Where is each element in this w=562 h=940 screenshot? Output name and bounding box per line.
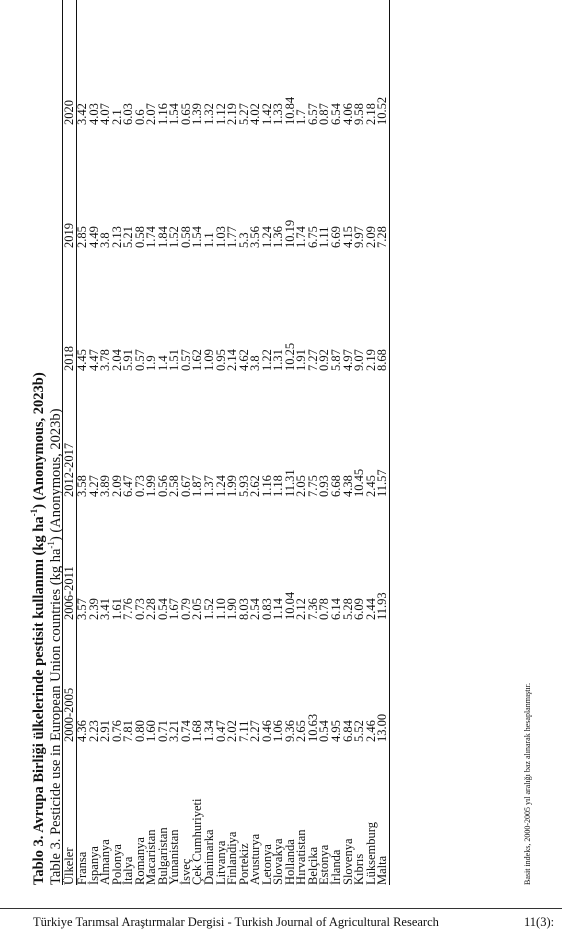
country-name-cell: Yunanistan [167, 829, 182, 885]
table-row [366, 0, 378, 885]
country-name-cell: Portekiz [236, 843, 251, 885]
value-cell: 3.8 [98, 232, 113, 248]
country-name-cell: Almanya [98, 839, 113, 885]
value-cell: 5.52 [352, 720, 367, 742]
table-row [250, 0, 262, 885]
country-name-cell: Hırvatistan [294, 829, 309, 885]
value-cell: 6.14 [329, 598, 344, 620]
value-cell: 2.13 [109, 226, 124, 248]
value-cell: 1.54 [190, 226, 205, 248]
value-cell: 4.45 [75, 349, 89, 371]
value-cell: 0.87 [317, 103, 332, 125]
header-country: Ülkeler [61, 847, 76, 885]
header-period: 2012-2017 [61, 442, 76, 497]
value-cell: 2.18 [363, 103, 378, 125]
value-cell: 0.54 [317, 720, 332, 742]
value-cell: 1.67 [167, 598, 182, 620]
table-row [100, 0, 112, 885]
table-row [319, 0, 331, 885]
country-name-cell: Çek Cumhuriyeti [190, 798, 205, 885]
value-cell: 1.16 [155, 103, 170, 125]
table-row [216, 0, 228, 885]
country-name-cell: Malta [375, 855, 390, 885]
value-cell: 0.46 [259, 720, 274, 742]
value-cell: 10.45 [352, 468, 367, 497]
value-cell: 1.54 [167, 103, 182, 125]
value-cell: 1.99 [144, 475, 159, 497]
value-cell: 1.24 [259, 226, 274, 248]
country-name-cell: Letonya [259, 844, 274, 885]
value-cell: 1.36 [271, 226, 286, 248]
value-cell: 1.84 [155, 226, 170, 248]
country-name-cell: İtalya [121, 856, 136, 885]
value-cell: 6.03 [121, 103, 136, 125]
value-cell: 2.19 [363, 349, 378, 371]
value-cell: 2.91 [98, 720, 113, 742]
header-period: 2020 [61, 100, 76, 125]
value-cell: 2.19 [225, 103, 240, 125]
value-cell: 2.07 [144, 103, 159, 125]
value-cell: 2.12 [294, 598, 309, 620]
value-cell: 0.54 [155, 598, 170, 620]
value-cell: 1.60 [144, 720, 159, 742]
value-cell: 1.51 [167, 349, 182, 371]
value-cell: 2.44 [363, 598, 378, 620]
header-period: 2019 [61, 223, 76, 248]
value-cell: 2.05 [190, 598, 205, 620]
value-cell: 9.36 [282, 720, 297, 742]
volume-number: 11(3): [524, 915, 555, 929]
value-cell: 2.02 [225, 720, 240, 742]
value-cell: 1.09 [202, 349, 217, 371]
value-cell: 2.09 [109, 475, 124, 497]
value-cell: 6.68 [329, 475, 344, 497]
table-row [308, 0, 320, 885]
value-cell: 1.4 [155, 355, 170, 371]
country-name-cell: İspanya [86, 846, 101, 885]
value-cell: 0.57 [178, 349, 193, 371]
value-cell: 1.32 [202, 103, 217, 125]
table-row [123, 0, 135, 885]
header-period: 2000-2005 [61, 687, 76, 742]
value-cell: 4.62 [236, 349, 251, 371]
table-body [77, 0, 390, 885]
value-cell: 1.22 [259, 349, 274, 371]
country-name-cell: Hollanda [282, 839, 297, 885]
value-cell: 3.42 [75, 103, 89, 125]
header-period: 2018 [61, 346, 76, 371]
value-cell: 0.71 [155, 720, 170, 742]
country-name-cell: Macaristan [144, 829, 159, 885]
table-row [262, 0, 274, 885]
value-cell: 8.68 [375, 349, 390, 371]
value-cell: 10.63 [305, 713, 320, 742]
header-period: 2006-2011 [61, 566, 76, 620]
value-cell: 11.31 [282, 469, 297, 497]
value-cell: 6.75 [305, 226, 320, 248]
value-cell: 1.7 [294, 109, 309, 125]
table-row [112, 0, 124, 885]
country-name-cell: Belçika [305, 846, 320, 885]
value-cell: 6.69 [329, 226, 344, 248]
value-cell: 7.27 [305, 349, 320, 371]
value-cell: 2.23 [86, 720, 101, 742]
value-cell: 7.76 [121, 598, 136, 620]
value-cell: 6.54 [329, 103, 344, 125]
table-footnote: Basit indeks, 2000-2005 yıl aralığı baz alınarak hesaplanmıştır. [523, 683, 532, 885]
country-name-cell: Litvanya [213, 840, 228, 885]
value-cell: 1.9 [144, 355, 159, 371]
value-cell: 1.37 [202, 475, 217, 497]
value-cell: 1.10 [213, 598, 228, 620]
value-cell: 6.57 [305, 103, 320, 125]
value-cell: 0.6 [132, 109, 147, 125]
value-cell: 0.67 [178, 475, 193, 497]
country-name-cell: Slovakya [271, 838, 286, 885]
table-row [285, 0, 297, 885]
value-cell: 4.97 [340, 349, 355, 371]
value-cell: 0.58 [132, 226, 147, 248]
value-cell: 1.52 [167, 226, 182, 248]
value-cell: 0.74 [178, 720, 193, 742]
value-cell: 0.95 [213, 349, 228, 371]
value-cell: 4.03 [86, 103, 101, 125]
value-cell: 0.79 [178, 598, 193, 620]
table-row [239, 0, 251, 885]
table-row [354, 0, 366, 885]
value-cell: 1.24 [213, 475, 228, 497]
value-cell: 10.19 [282, 219, 297, 248]
value-cell: 1.33 [271, 103, 286, 125]
value-cell: 2.04 [109, 349, 124, 371]
country-name-cell: Estonya [317, 844, 332, 885]
value-cell: 1.74 [144, 226, 159, 248]
value-cell: 2.46 [363, 720, 378, 742]
value-cell: 11.57 [375, 469, 390, 497]
value-cell: 1.39 [190, 103, 205, 125]
value-cell: 1.91 [294, 349, 309, 371]
value-cell: 8.03 [236, 598, 251, 620]
value-cell: 2.05 [294, 475, 309, 497]
country-name-cell: Polonya [109, 844, 124, 885]
value-cell: 7.75 [305, 475, 320, 497]
value-cell: 6.47 [121, 475, 136, 497]
value-cell: 1.99 [225, 475, 240, 497]
value-cell: 7.36 [305, 598, 320, 620]
country-name-cell: Fransa [75, 851, 89, 885]
value-cell: 0.47 [213, 720, 228, 742]
value-cell: 0.56 [155, 475, 170, 497]
value-cell: 0.65 [178, 103, 193, 125]
value-cell: 6.09 [352, 598, 367, 620]
value-cell: 1.74 [294, 226, 309, 248]
value-cell: 10.04 [282, 591, 297, 620]
value-cell: 2.45 [363, 475, 378, 497]
value-cell: 3.78 [98, 349, 113, 371]
value-cell: 1.16 [259, 475, 274, 497]
value-cell: 2.28 [144, 598, 159, 620]
value-cell: 0.73 [132, 598, 147, 620]
table-row [146, 0, 158, 885]
table-row [192, 0, 204, 885]
value-cell: 10.52 [375, 96, 390, 125]
table-row [135, 0, 147, 885]
table-header-row [63, 0, 77, 885]
country-name-cell: Danimarka [202, 829, 217, 885]
value-cell: 5.91 [121, 349, 136, 371]
value-cell: 0.83 [259, 598, 274, 620]
value-cell: 7.28 [375, 226, 390, 248]
value-cell: 2.14 [225, 349, 240, 371]
value-cell: 4.49 [86, 226, 101, 248]
table-row [169, 0, 181, 885]
value-cell: 4.02 [248, 103, 263, 125]
value-cell: 4.36 [75, 720, 89, 742]
footer-divider [0, 908, 562, 909]
journal-name: Türkiye Tarımsal Araştırmalar Dergisi - Turkish Journal of Agricultural Research [33, 915, 439, 929]
value-cell: 0.80 [132, 720, 147, 742]
value-cell: 0.57 [132, 349, 147, 371]
value-cell: 0.78 [317, 598, 332, 620]
value-cell: 10.25 [282, 342, 297, 371]
country-name-cell: Kıbrıs [352, 853, 367, 885]
table-row [227, 0, 239, 885]
value-cell: 1.62 [190, 349, 205, 371]
value-cell: 0.58 [178, 226, 193, 248]
country-name-cell: İsveç [178, 858, 193, 885]
value-cell: 9.97 [352, 226, 367, 248]
value-cell: 0.93 [317, 475, 332, 497]
table-row [331, 0, 343, 885]
value-cell: 4.47 [86, 349, 101, 371]
value-cell: 1.61 [109, 598, 124, 620]
rotated-table-block [25, 0, 550, 885]
value-cell: 2.39 [86, 598, 101, 620]
value-cell: 1.1 [202, 232, 217, 248]
value-cell: 5.87 [329, 349, 344, 371]
value-cell: 1.31 [271, 349, 286, 371]
country-name-cell: Slovenya [340, 838, 355, 885]
country-name-cell: Romanya [132, 837, 147, 885]
value-cell: 11.93 [375, 592, 390, 620]
value-cell: 4.07 [98, 103, 113, 125]
value-cell: 2.65 [294, 720, 309, 742]
country-name-cell: Finlandiya [225, 831, 240, 885]
table-row [343, 0, 355, 885]
table-caption-turkish: Tablo 3. Avrupa Birliği ülkelerinde pestisit kullanımı (kg $ha^{-1}$) (Anonymous, 2023b) [29, 372, 47, 885]
value-cell: 4.95 [329, 720, 344, 742]
value-cell: 5.28 [340, 598, 355, 620]
table-row [377, 0, 389, 885]
value-cell: 4.38 [340, 475, 355, 497]
table-row [158, 0, 170, 885]
value-cell: 9.58 [352, 103, 367, 125]
value-cell: 2.09 [363, 226, 378, 248]
table-row [181, 0, 193, 885]
table-caption-english: Table 3. Pesticide use in European Union countries (kg $ha^{-1}$) (Anonymous, 2023b) [46, 408, 64, 885]
table-row [204, 0, 216, 885]
value-cell: 1.34 [202, 720, 217, 742]
table-row [77, 0, 89, 885]
value-cell: 1.18 [271, 475, 286, 497]
table-row [273, 0, 285, 885]
value-cell: 2.1 [109, 109, 124, 125]
value-cell: 3.56 [248, 226, 263, 248]
country-name-cell: Bulgaristan [155, 827, 170, 885]
value-cell: 3.57 [75, 598, 89, 620]
value-cell: 5.3 [236, 232, 251, 248]
country-name-cell: İrlanda [329, 849, 344, 885]
value-cell: 2.85 [75, 226, 89, 248]
value-cell: 1.77 [225, 226, 240, 248]
value-cell: 5.27 [236, 103, 251, 125]
value-cell: 3.41 [98, 598, 113, 620]
value-cell: 6.84 [340, 720, 355, 742]
value-cell: 1.06 [271, 720, 286, 742]
value-cell: 7.81 [121, 720, 136, 742]
value-cell: 4.15 [340, 226, 355, 248]
value-cell: 3.58 [75, 475, 89, 497]
value-cell: 9.07 [352, 349, 367, 371]
value-cell: 1.87 [190, 475, 205, 497]
value-cell: 2.62 [248, 475, 263, 497]
value-cell: 3.21 [167, 720, 182, 742]
value-cell: 0.76 [109, 720, 124, 742]
table-row [296, 0, 308, 885]
value-cell: 1.12 [213, 103, 228, 125]
value-cell: 1.03 [213, 226, 228, 248]
value-cell: 2.54 [248, 598, 263, 620]
pesticide-use-table [62, 0, 390, 885]
value-cell: 3.89 [98, 475, 113, 497]
value-cell: 2.58 [167, 475, 182, 497]
value-cell: 4.06 [340, 103, 355, 125]
value-cell: 7.11 [236, 720, 251, 742]
value-cell: 1.11 [317, 226, 332, 248]
value-cell: 5.21 [121, 226, 136, 248]
value-cell: 10.84 [282, 96, 297, 125]
value-cell: 1.52 [202, 598, 217, 620]
value-cell: 2.27 [248, 720, 263, 742]
country-name-cell: Lüksemburg [363, 822, 378, 885]
value-cell: 1.68 [190, 720, 205, 742]
value-cell: 13.00 [375, 713, 390, 742]
value-cell: 1.90 [225, 598, 240, 620]
value-cell: 4.27 [86, 475, 101, 497]
value-cell: 1.42 [259, 103, 274, 125]
country-name-cell: Avusturya [248, 833, 263, 885]
value-cell: 1.14 [271, 598, 286, 620]
value-cell: 3.8 [248, 355, 263, 371]
value-cell: 5.93 [236, 475, 251, 497]
value-cell: 0.73 [132, 475, 147, 497]
table-row [89, 0, 101, 885]
value-cell: 0.92 [317, 349, 332, 371]
